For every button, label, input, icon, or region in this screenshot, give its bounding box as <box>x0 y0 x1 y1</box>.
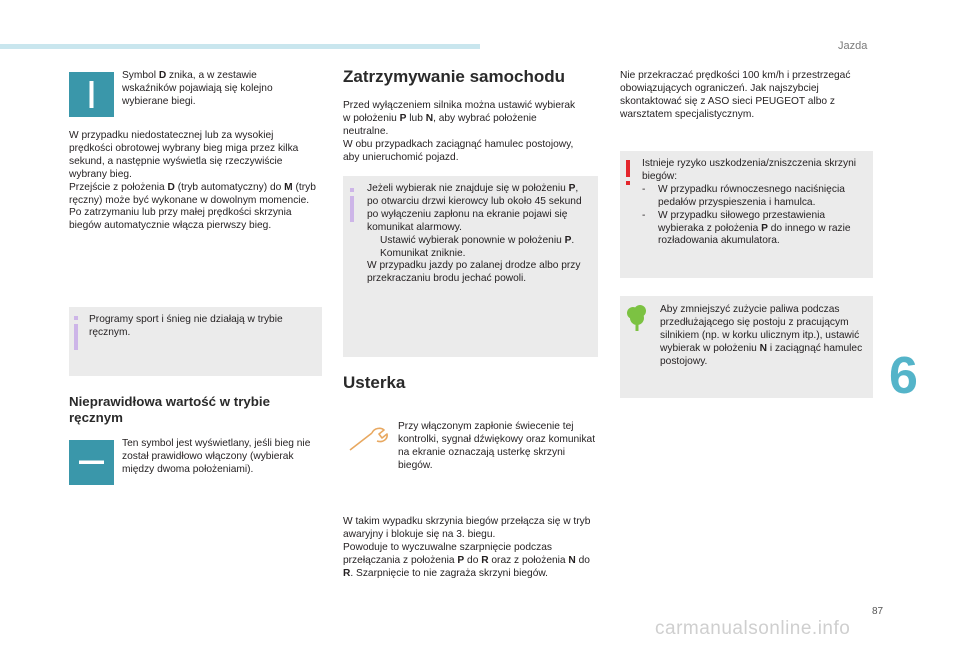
symbol-d-text: Symbol D znika, a w zestawie wskaźników pojawiają się kolejno wybierane biegi. <box>122 70 273 107</box>
wrench-warning-icon <box>347 425 389 455</box>
eco-tip-box <box>620 296 873 398</box>
speed-limit-paragraph: Nie przekraczać prędkości 100 km/h i przestrzegać obowiązujących ograniczeń. Jak najszybciej skontaktować się z ASO sieci PEUGEOT albo z warsztatem specjalistycznym. <box>620 70 851 120</box>
fault-text: Przy włączonym zapłonie świecenie tej kontrolki, sygnał dźwiękowy oraz komunikat na ekranie oznaczają usterkę skrzyni biegów. <box>398 421 596 471</box>
manual-mode-paragraph: W przypadku niedostatecznej lub za wysokiej prędkości obrotowej wybrany bieg miga przez kilka sekund, a następnie wyświetla się rzeczywiście wybrany bieg. Przejście z położenia D (tryb automatyczny) do M (tryb ręczny) może być wykonane w dowolnym momencie. Po zatrzymaniu lub przy małej prędkości skrzynia biegów automatycznie włącza pierwszy bieg. <box>69 130 316 232</box>
top-accent-bar <box>0 44 480 49</box>
heading-stopping: Zatrzymywanie samochodu <box>343 67 566 86</box>
info-box-text: Jeżeli wybierak nie znajduje się w położeniu P, po otwarciu drzwi kierowcy lub około 45 sekund po wyłączeniu zapłonu na ekranie pojawi się komunikat alarmowy. Ustawić wybierak ponownie w położeniu P. Komunikat zniknie. W przypadku jazdy po zalanej drodze albo przy przekraczaniu brodu jechać powoli. <box>367 183 582 285</box>
eco-tip-text: Aby zmniejszyć zużycie paliwa podczas przedłużającego się postoju z pracującym silnikiem (np. w korku ulicznym itp.), ustawić wybierak w położeniu N i zaciągnąć hamulec postojowy. <box>660 304 863 367</box>
chapter-number: 6 <box>889 347 918 405</box>
warning-text: Istnieje ryzyko uszkodzenia/zniszczenia skrzyni biegów: - W przypadku równoczesnego naciśnięcia pedałów przyspieszenia i hamulca. - W przypadku siłowego przestawienia wybieraka z położenia P do innego w razie rozładowania akumulatora. <box>642 158 857 247</box>
info-icon <box>350 196 354 222</box>
warning-box <box>620 151 873 278</box>
heading-fault: Usterka <box>343 373 406 392</box>
page-number: 87 <box>872 606 884 617</box>
gear-indicator-icon <box>69 72 114 117</box>
info-box-sport-snow <box>69 307 322 376</box>
heading-invalid-value: Nieprawidłowa wartość w trybie ręcznym <box>69 394 270 425</box>
bullet-icon <box>367 235 380 261</box>
exclamation-warning-icon <box>623 160 633 186</box>
fault-paragraph: W takim wypadku skrzynia biegów przełącza się w tryb awaryjny i blokuje się na 3. biegu. Powoduje to wyczuwalne szarpnięcie podczas przełączania z położenia P do R oraz z położenia N do R. Szarpnięcie to nie zagraża skrzyni biegów. <box>343 516 591 579</box>
gear-fault-icon <box>69 440 114 485</box>
stopping-paragraph: Przed wyłączeniem silnika można ustawić wybierak w położeniu P lub N, aby wybrać położenie neutralne. W obu przypadkach zaciągnąć hamulec postojowy, aby unieruchomić pojazd. <box>343 100 576 163</box>
info-box-text: Programy sport i śnieg nie działają w trybie ręcznym. <box>89 314 283 338</box>
watermark: carmanualsonline.info <box>655 618 851 639</box>
info-box-driver-door <box>343 176 598 357</box>
info-icon <box>74 324 78 350</box>
tree-eco-icon <box>625 304 649 332</box>
section-title: Jazda <box>838 40 868 52</box>
symbol-text: Ten symbol jest wyświetlany, jeśli bieg nie został prawidłowo włączony (wybierak między dwoma położeniami). <box>122 438 311 475</box>
